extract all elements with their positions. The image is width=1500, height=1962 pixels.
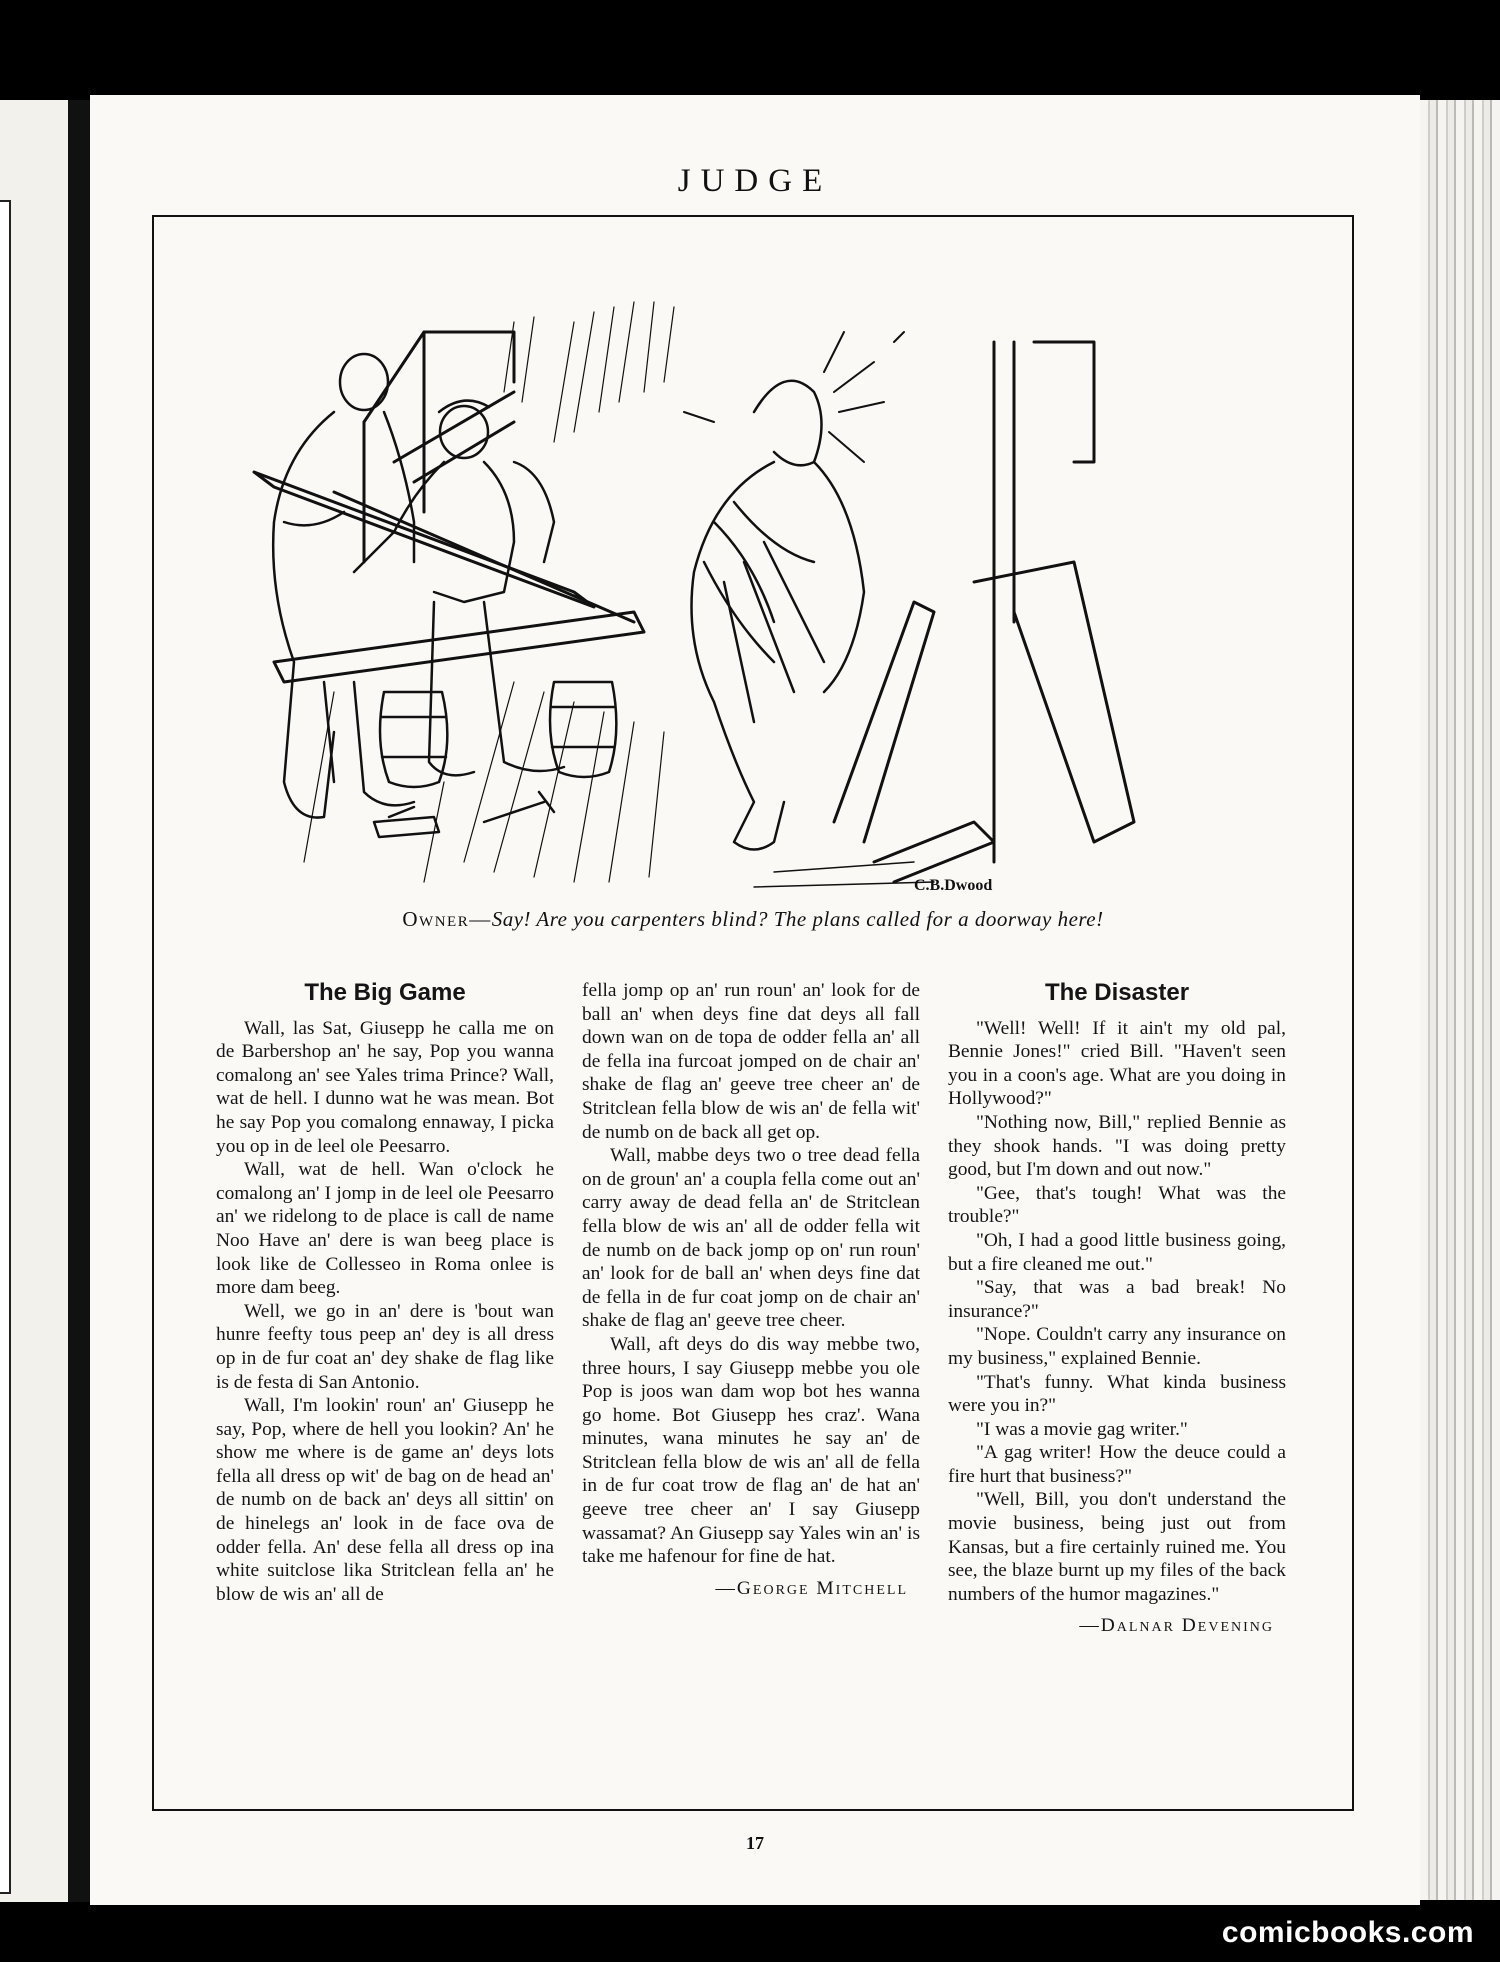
column-disaster xyxy=(948,981,1286,1638)
paragraph: "Well, Bill, you don't understand the movie business, being just out from Kansas, but a fire certainly ruined me. You see, the blaze burnt up my files of the back numbers of the humor magazines." xyxy=(948,1489,1286,1605)
door-frames-right xyxy=(834,342,1134,882)
paragraph: fella jomp op an' run roun' an' look for de ball an' when deys fine dat deys all fall down wan on de topa de odder fella an' all de fella ina furcoat jomped on de chair an' shake de flag an' geeve tree cheer an' de Stritclean fella blow de wis an' de fella wit' de numb on de back all get op. xyxy=(582,980,920,1143)
paragraph: Wall, aft deys do dis way mebbe two, three hours, I say Giusepp mebbe you ole Pop is joos wan dam wop bot hes wanna go home. Bot Giusepp hes craz'. Wana minutes, wana minutes he say an' de Stritclean fella blow de wis an' all de fella in de fur coat trow de flag an' de hat an' geeve tree cheer an' I say Giusepp wassamat? An Giusepp say Yales win an' is take me hafenour for fine de hat. xyxy=(582,1333,920,1568)
cartoon-caption xyxy=(154,907,1352,932)
owner-figure xyxy=(692,381,865,850)
site-watermark: comicbooks.com xyxy=(1221,1916,1474,1949)
author-byline: —George Mitchell xyxy=(715,1577,908,1599)
paragraph: "A gag writer! How the deuce could a fire hurt that business?" xyxy=(948,1442,1286,1487)
page-stack-edge xyxy=(1420,100,1500,1900)
paragraph: "Say, that was a bad break! No insurance?" xyxy=(948,1277,1286,1322)
paragraph: Wall, mabbe deys two o tree dead fella on de groun' an' a coupla fella come out an' carry away de dead fella an' de Stritclean fella blow de wis an' all de odder fella wit de numb on de back jomp op on' run roun' an' look for de ball an' when deys fine dat de fella in de fur coat jomp on de chair an' shake de flag an' geeve tree cheer. xyxy=(582,1145,920,1332)
paragraph: "Nope. Couldn't carry any insurance on my business," explained Bennie. xyxy=(948,1324,1286,1369)
caption-speech: Say! Are you carpenters blind? The plans called for a doorway here! xyxy=(491,907,1104,931)
carpenter-left xyxy=(273,354,414,818)
paragraph: "Well! Well! If it ain't my old pal, Bennie Jones!" cried Bill. "Haven't seen you in a coon's age. What are you doing in Hollywood?" xyxy=(948,1017,1286,1110)
article-title: The Disaster xyxy=(1044,979,1190,1006)
artist-signature: C.B.Dwood xyxy=(914,877,993,894)
wall-hatching xyxy=(504,302,674,442)
magazine-page xyxy=(90,95,1420,1905)
column-big-game-continued xyxy=(582,979,920,1600)
author-byline: —Dalnar Devening xyxy=(1079,1615,1274,1637)
floor-hatching xyxy=(304,682,664,882)
paragraph: Wall, I'm lookin' roun' an' Giusepp he say, Pop, where de hell you lookin? An' he show me where is de game an' deys lots fella all dress op wit' de bag on de head an' de numb on de back an' deys all sittin' on de hinelegs an' look in de face ova de odder fella. An' dese fella all dress op ina white suitclose lika Stritclean fella an' he blow de wis an' all de xyxy=(216,1395,554,1605)
paragraph: "Gee, that's tough! What was the trouble?" xyxy=(948,1182,1286,1228)
left-page-edge xyxy=(0,100,70,1902)
paragraph: "That's funny. What kinda business were you in?" xyxy=(948,1371,1286,1417)
paragraph: "I was a movie gag writer." xyxy=(976,1418,1188,1440)
cartoon-illustration xyxy=(214,262,1294,902)
barrels xyxy=(380,682,616,787)
paragraph: Wall, las Sat, Giusepp he calla me on de Barbershop an' he say, Pop you wanna comalong an' see Yales trima Prince? Wall, wat de hell. I dunno wat he was mean. Bot he say Pop you comalong ennaway, I picka you op in de leel ole Peesarro. xyxy=(216,1017,554,1157)
door-frame-left xyxy=(364,332,514,562)
column-big-game xyxy=(216,981,554,1606)
paragraph: "Nothing now, Bill," replied Bennie as they shook hands. "I was doing pretty good, but I'm down and out now." xyxy=(948,1111,1286,1181)
carpenter-right xyxy=(354,401,564,776)
paragraph: Well, we go in an' dere is 'bout wan hunre feefty tous peep an' dey is all dress op in de fur coat an' dey shake de flag like is de festa di San Antonio. xyxy=(216,1300,554,1393)
page-number: 17 xyxy=(746,1833,764,1853)
paragraph: "Oh, I had a good little business going, but a fire cleaned me out." xyxy=(948,1229,1286,1275)
book-spine xyxy=(68,100,90,1902)
article-title: The Big Game xyxy=(304,979,466,1006)
impact-lines xyxy=(684,332,904,462)
tools-on-floor xyxy=(374,792,554,837)
wooden-planks xyxy=(254,472,644,682)
left-page-frame-line xyxy=(0,200,11,1894)
page-frame xyxy=(152,215,1354,1811)
ground-lines xyxy=(754,862,934,887)
caption-speaker: Owner— xyxy=(402,907,492,931)
masthead: JUDGE xyxy=(677,163,833,199)
paragraph: Wall, wat de hell. Wan o'clock he comalong an' I jomp in de leel ole Peesarro an' we ridelong to de place is call de name Noo Have an' dere is wan beeg place is look like de Collesseo in Roma onlee is more dam beeg. xyxy=(216,1159,554,1299)
